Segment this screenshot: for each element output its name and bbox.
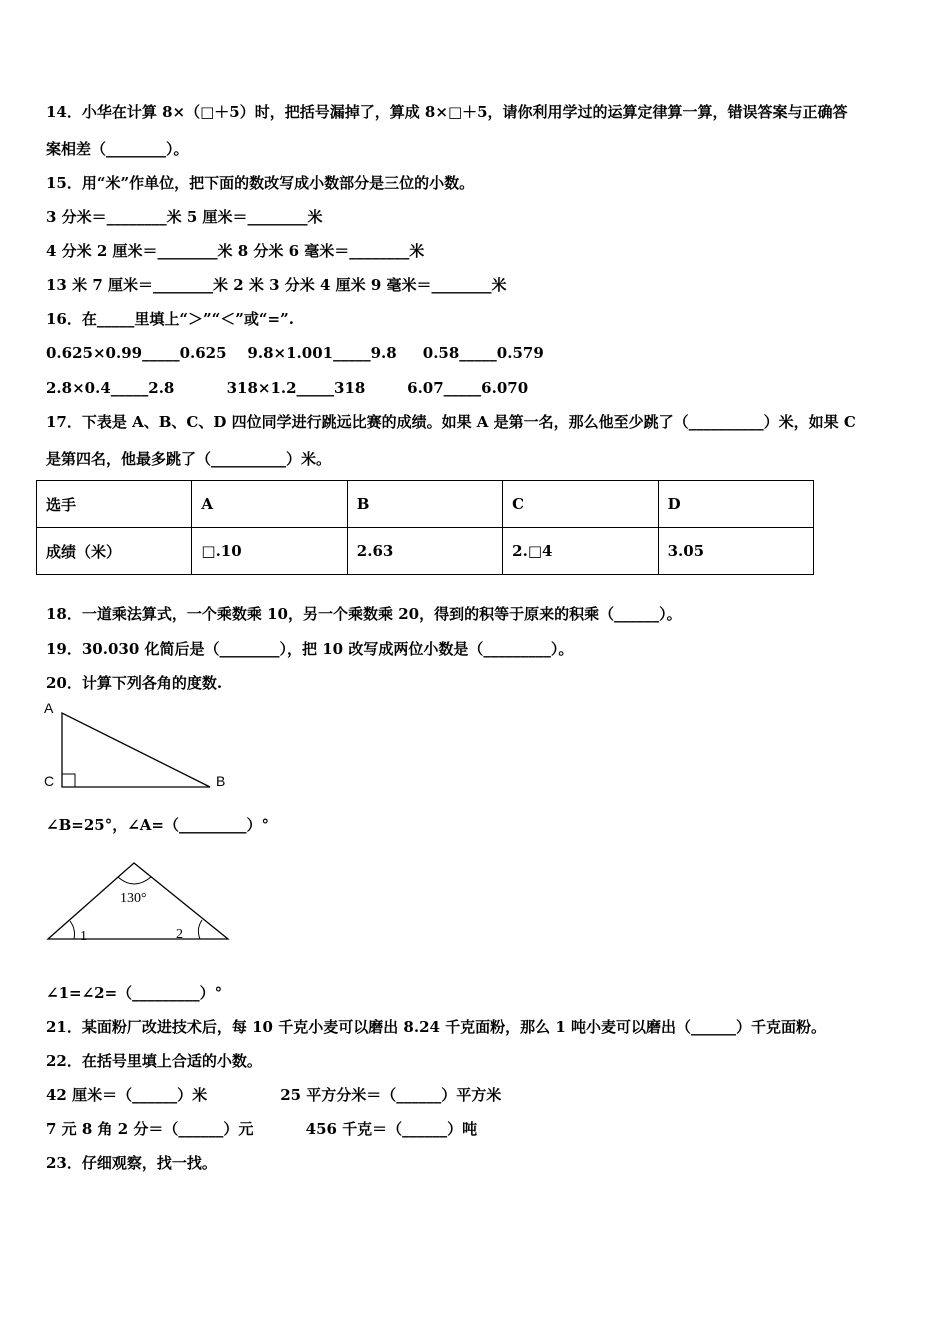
angle-label-130: 130° <box>120 891 147 906</box>
table-cell: □.10 <box>192 528 347 575</box>
q15-row-3: 13 米 7 厘米＝________米 2 米 3 分米 4 厘米 9 毫米＝________米 <box>46 276 507 294</box>
q20-answer-a: ∠B=25°，∠A=（_________）° <box>46 816 269 834</box>
vertex-label-b: B <box>216 773 226 789</box>
vertex-label-c: C <box>44 773 55 789</box>
angle-label-1: 1 <box>80 929 87 944</box>
q20-title: 20．计算下列各角的度数. <box>46 674 223 692</box>
q16-title: 16．在_____里填上“＞”“＜”或“=”. <box>46 310 294 328</box>
q17-line-1: 17．下表是 A、B、C、D 四位同学进行跳远比赛的成绩。如果 A 是第一名，那么他至少跳了（__________）米，如果 C <box>46 413 856 431</box>
vertex-label-a: A <box>44 700 54 716</box>
table-cell: 2.□4 <box>503 528 658 575</box>
q16-row-2: 2.8×0.4_____2.8 318×1.2_____318 6.07_____6.070 <box>46 379 529 397</box>
table-cell: 选手 <box>37 481 192 528</box>
q14-line-2: 案相差（________）。 <box>46 140 189 158</box>
q15-row-1: 3 分米＝________米 5 厘米＝________米 <box>46 208 323 226</box>
q18-text: 18．一道乘法算式，一个乘数乘 10，另一个乘数乘 20，得到的积等于原来的积乘（______）。 <box>46 605 682 623</box>
q20-answer-b: ∠1=∠2=（_________）° <box>46 984 223 1002</box>
table-cell: A <box>192 481 347 528</box>
table-row <box>37 528 814 575</box>
right-triangle-figure <box>38 695 238 797</box>
jump-scores-table <box>36 480 814 575</box>
q23-title: 23．仔细观察，找一找。 <box>46 1154 217 1172</box>
q19-text: 19．30.030 化简后是（________），把 10 改写成两位小数是（_________）。 <box>46 640 574 658</box>
q15-title: 15．用“米”作单位，把下面的数改写成小数部分是三位的小数。 <box>46 174 475 192</box>
table-cell: D <box>658 481 813 528</box>
obtuse-triangle-figure <box>38 855 238 947</box>
table-cell: C <box>503 481 658 528</box>
table-cell: 2.63 <box>347 528 502 575</box>
q17-line-2: 是第四名，他最多跳了（__________）米。 <box>46 450 332 468</box>
q22-title: 22．在括号里填上合适的小数。 <box>46 1052 262 1070</box>
q16-row-1: 0.625×0.99_____0.625 9.8×1.001_____9.8 0.58_____0.579 <box>46 344 544 362</box>
q22-row-1: 42 厘米＝（______）米 25 平方分米＝（______）平方米 <box>46 1086 502 1104</box>
q22-row-2: 7 元 8 角 2 分＝（______）元 456 千克＝（______）吨 <box>46 1120 478 1138</box>
table-cell: B <box>347 481 502 528</box>
q21-text: 21．某面粉厂改进技术后，每 10 千克小麦可以磨出 8.24 千克面粉，那么 1 吨小麦可以磨出（______）千克面粉。 <box>46 1018 827 1036</box>
table-header-row <box>37 481 814 528</box>
q14-line-1: 14．小华在计算 8×（□＋5）时，把括号漏掉了，算成 8×□＋5，请你利用学过的运算定律算一算，错误答案与正确答 <box>46 103 848 121</box>
table-cell: 成绩（米） <box>37 528 192 575</box>
table-cell: 3.05 <box>658 528 813 575</box>
q15-row-2: 4 分米 2 厘米＝________米 8 分米 6 毫米＝________米 <box>46 242 425 260</box>
angle-label-2: 2 <box>176 927 183 942</box>
